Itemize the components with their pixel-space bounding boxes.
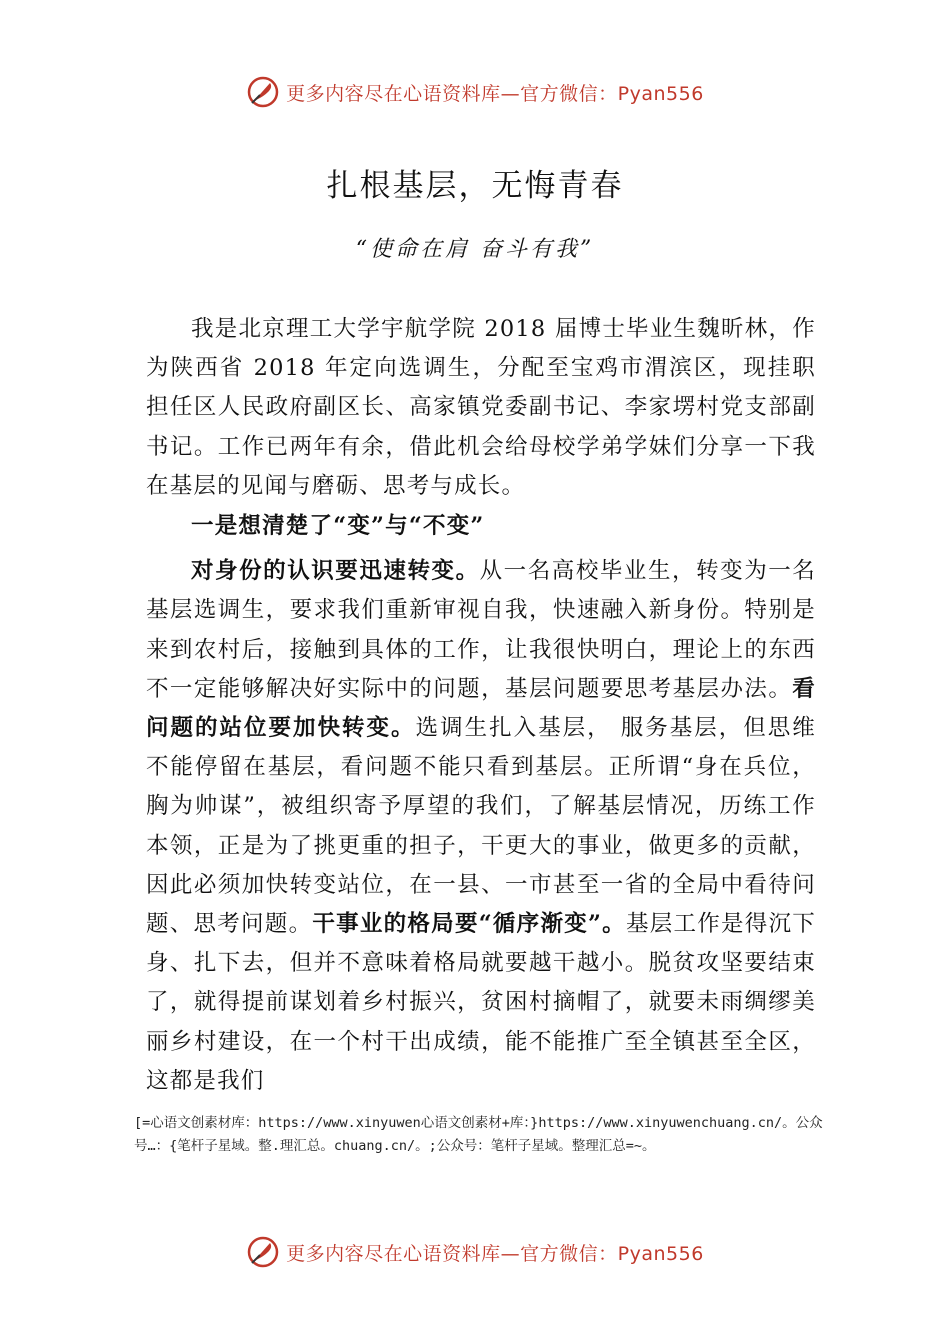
paragraph-text-1: 从一名高校毕业生，转变为一名基层选调生，要求我们重新审视自我，快速融入新身份。特别是来到农村后，接触到具体的工作，让我很快明白，理论上的东西不一定能够解决好实际中的问题，基层问题要思考基层办法。 — [146, 558, 816, 702]
feather-pen-logo-icon — [246, 1235, 280, 1269]
watermark-footnote: [=心语文创素材库：https://www.xinyuwen心语文创素材+库：}https://www.xinyuwenchuang.cn/。公众号…：{笔杆子星域。整.理汇总。chuang.cn/。;公众号：笔杆子星域。整理汇总=~。 — [134, 1115, 823, 1154]
bold-lead-2: 看问题的站位要加快转变。 — [146, 675, 816, 742]
bold-lead-1: 对身份的认识要迅速转变。 — [191, 558, 480, 585]
document-subtitle: “使命在肩 奋斗有我” — [355, 237, 595, 262]
paragraph-text-3: 基层工作是得沉下身、扎下去，但并不意味着格局就要越干越小。脱贫攻坚要结束了，就得提前谋划着乡村振兴，贫困村摘帽了，就要未雨绸缪美丽乡村建设，在一个村干出成绩，能不能推广至全镇甚至全区，这都是我们 — [146, 911, 817, 1094]
section-heading: 一是想清楚了“变”与“不变” — [191, 513, 485, 540]
document-title: 扎根基层，无悔青春 — [326, 168, 624, 204]
footer-banner — [0, 1232, 950, 1272]
header-banner — [0, 72, 950, 112]
feather-pen-logo-icon — [246, 75, 280, 109]
footer-banner-text: 更多内容尽在心语资料库—官方微信：Pyan556 — [286, 1242, 704, 1265]
paragraph-text-2: 选调生扎入基层， 服务基层，但思维不能停留在基层，看问题不能只看到基层。正所谓“身在兵位，胸为帅谋”，被组织寄予厚望的我们，了解基层情况，历练工作本领，正是为了挑更重的担子，干更大的事业，做更多的贡献，因此必须加快转变站位，在一县、一市甚至一省的全局中看待问题、思考问题。 — [146, 715, 816, 938]
document-body — [146, 310, 816, 1101]
header-banner-text: 更多内容尽在心语资料库—官方微信：Pyan556 — [286, 82, 704, 105]
bold-lead-3: 干事业的格局要“循序渐变”。 — [312, 911, 626, 938]
intro-paragraph: 我是北京理工大学宇航学院 2018 届博士毕业生魏昕林，作为陕西省 2018 年定向选调生，分配至宝鸡市渭滨区，现挂职担任区人民政府副区长、高家镇党委副书记、李家塄村党支部副书记。工作已两年有余，借此机会给母校学弟学妹们分享一下我在基层的见闻与磨砺、思考与成长。 — [146, 316, 816, 499]
section-paragraph — [146, 552, 816, 1101]
